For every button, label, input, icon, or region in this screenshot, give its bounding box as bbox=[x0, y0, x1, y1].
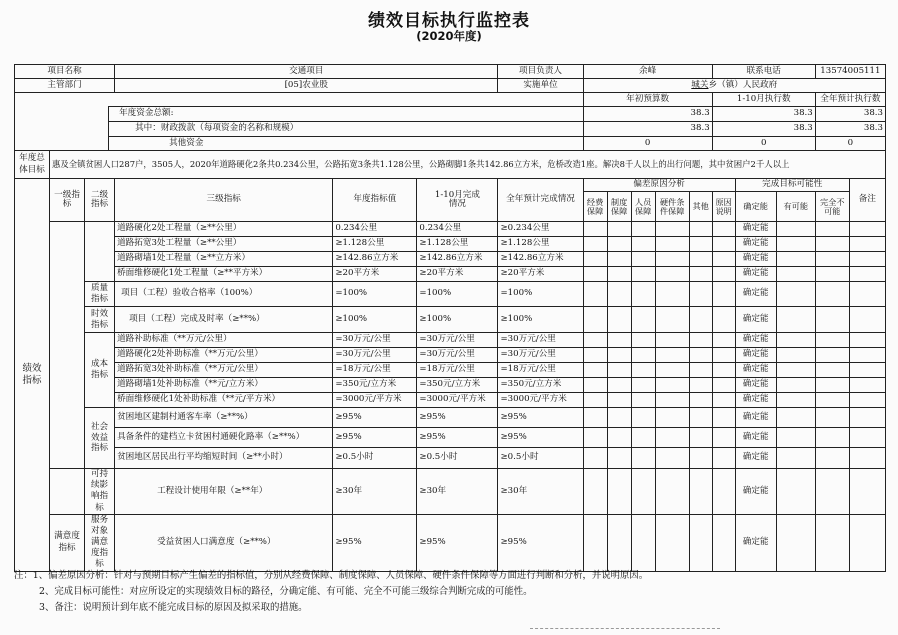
funds-total-row bbox=[15, 107, 886, 122]
level2-social: 社会效益指标 bbox=[85, 408, 115, 469]
project-name-label: 项目名称 bbox=[15, 65, 115, 79]
indicator-forecast: =30万元/公里 bbox=[498, 333, 583, 348]
indicator-possibility: 确定能 bbox=[735, 469, 776, 515]
unit-suffix: 乡（镇）人民政府 bbox=[708, 79, 778, 90]
level1-satisfaction: 满意度指标 bbox=[50, 514, 85, 571]
header-dev-reason: 原因说明 bbox=[712, 192, 735, 222]
indicator-forecast: =3000元/平方米 bbox=[498, 393, 583, 408]
header-dev-hardware: 硬件条件保障 bbox=[655, 192, 689, 222]
header-dev-other: 其他 bbox=[689, 192, 712, 222]
indicator-oct: =30万元/公里 bbox=[417, 333, 498, 348]
funds-fiscal-label: 其中：财政拨款（每项资金的名称和规模） bbox=[109, 122, 584, 137]
indicator-possibility: 确定能 bbox=[735, 307, 776, 333]
funds-col-budget: 年初预算数 bbox=[583, 93, 712, 107]
indicator-forecast: =30万元/公里 bbox=[498, 348, 583, 363]
indicator-name: 道路补助标准（**万元/公里） bbox=[115, 333, 333, 348]
indicator-annual: =100% bbox=[333, 282, 417, 307]
indicator-annual: ≥30年 bbox=[333, 469, 417, 515]
indicator-annual: ≥20平方米 bbox=[333, 267, 417, 282]
indicator-name: 道路硬化2处工程量（≥**公里） bbox=[115, 222, 333, 237]
indicator-annual: ≥95% bbox=[333, 514, 417, 571]
funds-total-exec: 38.3 bbox=[712, 107, 815, 122]
funds-other-budget: 0 bbox=[583, 137, 712, 151]
indicator-name: 贫困地区建制村通客车率（≥**%） bbox=[115, 408, 333, 428]
indicator-possibility: 确定能 bbox=[735, 378, 776, 393]
scan-artifact bbox=[530, 628, 720, 631]
funds-fiscal-row bbox=[15, 122, 886, 137]
header-possibility: 完成目标可能性 bbox=[735, 179, 849, 192]
indicator-annual: ≥1.128公里 bbox=[333, 237, 417, 252]
indicator-name: 道路硬化2处补助标准（**万元/公里） bbox=[115, 348, 333, 363]
indicator-forecast: =100% bbox=[498, 282, 583, 307]
phone-value: 13574005111 bbox=[815, 65, 885, 79]
owner-value: 余峰 bbox=[583, 65, 712, 79]
header-dev-system: 制度保障 bbox=[607, 192, 631, 222]
indicator-forecast: ≥0.5小时 bbox=[498, 448, 583, 469]
header-remark: 备注 bbox=[849, 179, 885, 222]
page-subtitle: (2020年度) bbox=[416, 29, 482, 43]
indicator-possibility: 确定能 bbox=[735, 514, 776, 571]
indicator-annual: ≥95% bbox=[333, 408, 417, 428]
indicator-forecast: ≥100% bbox=[498, 307, 583, 333]
header-poss-possible: 有可能 bbox=[776, 192, 815, 222]
indicator-forecast: ≥30年 bbox=[498, 469, 583, 515]
funds-header-row bbox=[15, 93, 886, 107]
indicator-row bbox=[15, 333, 886, 348]
indicator-row bbox=[15, 408, 886, 428]
indicator-possibility: 确定能 bbox=[735, 408, 776, 428]
indicator-forecast: =18万元/公里 bbox=[498, 363, 583, 378]
level2-service-satisfaction: 服务对象满意度指标 bbox=[85, 514, 115, 571]
indicator-annual: ≥95% bbox=[333, 428, 417, 448]
indicator-forecast: ≥0.234公里 bbox=[498, 222, 583, 237]
indicator-row bbox=[15, 469, 886, 515]
indicator-row bbox=[15, 428, 886, 448]
indicator-forecast: ≥20平方米 bbox=[498, 267, 583, 282]
header-poss-impossible: 完全不可能 bbox=[815, 192, 849, 222]
level2-sustainability: 可持续影响指标 bbox=[85, 469, 115, 515]
page-title: 绩效目标执行监控表 bbox=[368, 11, 530, 31]
unit-value bbox=[583, 79, 885, 93]
indicator-possibility: 确定能 bbox=[735, 222, 776, 237]
indicator-oct: ≥0.5小时 bbox=[417, 448, 498, 469]
indicator-oct: 0.234公里 bbox=[417, 222, 498, 237]
indicator-oct: ≥95% bbox=[417, 514, 498, 571]
funds-other-forecast: 0 bbox=[815, 137, 885, 151]
indicator-oct: =18万元/公里 bbox=[417, 363, 498, 378]
indicator-forecast: ≥142.86立方米 bbox=[498, 252, 583, 267]
level2-timeliness: 时效指标 bbox=[85, 307, 115, 333]
owner-label: 项目负责人 bbox=[498, 65, 583, 79]
indicator-row bbox=[15, 448, 886, 469]
footnote-2: 2、完成目标可能性：对应所设定的实现绩效目标的路径，分确定能、有可能、完全不可能三级综合判断完成的可能性。 bbox=[39, 586, 533, 597]
overall-target-text: 惠及全镇贫困人口287户，3505人，2020年道路硬化2条共0.234公里，公路拓宽3条共1.128公里，公路砌脚1条共142.86立方米，危桥改造1座。解决8千人以上的出行问题，其中贫困户2千人以上 bbox=[50, 151, 886, 179]
overall-target-row bbox=[15, 151, 886, 179]
header-poss-certain: 确定能 bbox=[735, 192, 776, 222]
indicator-oct: ≥95% bbox=[417, 428, 498, 448]
indicator-name: 贫困地区居民出行平均缩短时间（≥**小时） bbox=[115, 448, 333, 469]
indicator-annual: =30万元/公里 bbox=[333, 333, 417, 348]
footnote-1: 注：1、偏差原因分析：针对与预期目标产生偏差的指标值，分别从经费保障、制度保障、人员保障、硬件条件保障等方面进行判断和分析，并说明原因。 bbox=[14, 570, 649, 581]
dept-label: 主管部门 bbox=[15, 79, 115, 93]
indicator-name: 受益贫困人口满意度（≥**%） bbox=[115, 514, 333, 571]
funds-other-exec: 0 bbox=[712, 137, 815, 151]
indicator-row bbox=[15, 514, 886, 571]
indicator-row bbox=[15, 307, 886, 333]
funds-fiscal-exec: 38.3 bbox=[712, 122, 815, 137]
indicator-name: 桥面维修硬化1处工程量（≥**平方米） bbox=[115, 267, 333, 282]
project-name-row bbox=[15, 65, 886, 79]
indicator-oct: =100% bbox=[417, 282, 498, 307]
footnotes bbox=[14, 568, 886, 616]
indicator-row bbox=[15, 252, 886, 267]
indicator-annual: =18万元/公里 bbox=[333, 363, 417, 378]
level2-cost: 成本指标 bbox=[85, 333, 115, 408]
indicator-annual: ≥142.86立方米 bbox=[333, 252, 417, 267]
indicator-header-row-1 bbox=[15, 179, 886, 192]
indicator-row bbox=[15, 267, 886, 282]
funds-fiscal-forecast: 38.3 bbox=[815, 122, 885, 137]
indicator-forecast: ≥95% bbox=[498, 514, 583, 571]
indicator-name: 项目（工程）验收合格率（100%） bbox=[115, 282, 333, 307]
indicator-possibility: 确定能 bbox=[735, 363, 776, 378]
level2-quality: 质量指标 bbox=[85, 282, 115, 307]
indicator-possibility: 确定能 bbox=[735, 267, 776, 282]
indicator-annual: =3000元/平方米 bbox=[333, 393, 417, 408]
indicator-name: 桥面维修硬化1处补助标准（**元/平方米） bbox=[115, 393, 333, 408]
indicator-possibility: 确定能 bbox=[735, 448, 776, 469]
indicator-oct: ≥95% bbox=[417, 408, 498, 428]
dept-value: [05]农业股 bbox=[115, 79, 498, 93]
indicator-row bbox=[15, 393, 886, 408]
header-dev-funding: 经费保障 bbox=[583, 192, 607, 222]
indicator-oct: =350元/立方米 bbox=[417, 378, 498, 393]
indicator-possibility: 确定能 bbox=[735, 282, 776, 307]
indicator-annual: ≥100% bbox=[333, 307, 417, 333]
header-annual: 年度指标值 bbox=[333, 179, 417, 222]
indicator-possibility: 确定能 bbox=[735, 333, 776, 348]
indicator-possibility: 确定能 bbox=[735, 237, 776, 252]
indicator-oct: =3000元/平方米 bbox=[417, 393, 498, 408]
header-oct: 1-10月完成情况 bbox=[417, 179, 498, 222]
indicator-possibility: 确定能 bbox=[735, 393, 776, 408]
header-dev-staff: 人员保障 bbox=[631, 192, 655, 222]
indicator-forecast: ≥1.128公里 bbox=[498, 237, 583, 252]
project-name-value: 交通项目 bbox=[115, 65, 498, 79]
header-deviation: 偏差原因分析 bbox=[583, 179, 735, 192]
indicator-row bbox=[15, 348, 886, 363]
phone-label: 联系电话 bbox=[712, 65, 815, 79]
overall-target-label: 年度总体目标 bbox=[15, 151, 50, 179]
header-level3: 三级指标 bbox=[115, 179, 333, 222]
header-level2: 二级指标 bbox=[85, 179, 115, 222]
indicator-row bbox=[15, 222, 886, 237]
indicator-row bbox=[15, 363, 886, 378]
header-level1: 一级指标 bbox=[50, 179, 85, 222]
indicator-forecast: =350元/立方米 bbox=[498, 378, 583, 393]
indicator-oct: ≥100% bbox=[417, 307, 498, 333]
indicator-oct: ≥1.128公里 bbox=[417, 237, 498, 252]
indicator-oct: ≥30年 bbox=[417, 469, 498, 515]
funds-other-label: 其他资金 bbox=[109, 137, 584, 151]
indicator-annual: 0.234公里 bbox=[333, 222, 417, 237]
indicator-forecast: ≥95% bbox=[498, 408, 583, 428]
perf-indicators-label: 绩效指标 bbox=[15, 179, 50, 572]
indicator-row bbox=[15, 378, 886, 393]
indicator-annual: =350元/立方米 bbox=[333, 378, 417, 393]
footnote-3: 3、备注：说明预计到年底不能完成目标的原因及拟采取的措施。 bbox=[39, 602, 308, 613]
funds-total-budget: 38.3 bbox=[583, 107, 712, 122]
funds-col-exec: 1-10月执行数 bbox=[712, 93, 815, 107]
indicator-oct: =30万元/公里 bbox=[417, 348, 498, 363]
header-forecast: 全年预计完成情况 bbox=[498, 179, 583, 222]
indicator-possibility: 确定能 bbox=[735, 348, 776, 363]
unit-town: 城关 bbox=[691, 79, 709, 90]
indicator-name: 项目（工程）完成及时率（≥**%） bbox=[115, 307, 333, 333]
funds-fiscal-budget: 38.3 bbox=[583, 122, 712, 137]
indicator-annual: ≥0.5小时 bbox=[333, 448, 417, 469]
indicator-possibility: 确定能 bbox=[735, 428, 776, 448]
indicator-name: 工程设计使用年限（≥**年） bbox=[115, 469, 333, 515]
indicator-name: 道路拓宽3处工程量（≥**公里） bbox=[115, 237, 333, 252]
indicator-possibility: 确定能 bbox=[735, 252, 776, 267]
indicator-name: 道路砌墙1处补助标准（**元/立方米） bbox=[115, 378, 333, 393]
indicator-annual: =30万元/公里 bbox=[333, 348, 417, 363]
indicator-forecast: ≥95% bbox=[498, 428, 583, 448]
indicator-name: 道路拓宽3处补助标准（**万元/公里） bbox=[115, 363, 333, 378]
indicator-name: 具备条件的建档立卡贫困村通硬化路率（≥**%） bbox=[115, 428, 333, 448]
funds-total-label: 年度资金总额: bbox=[109, 107, 584, 122]
unit-label: 实施单位 bbox=[498, 79, 583, 93]
indicator-row bbox=[15, 282, 886, 307]
indicator-oct: ≥142.86立方米 bbox=[417, 252, 498, 267]
indicator-name: 道路砌墙1处工程量（≥**立方米） bbox=[115, 252, 333, 267]
funds-total-forecast: 38.3 bbox=[815, 107, 885, 122]
funds-col-forecast: 全年预计执行数 bbox=[815, 93, 885, 107]
dept-row bbox=[15, 79, 886, 93]
performance-table bbox=[14, 64, 886, 572]
indicator-oct: ≥20平方米 bbox=[417, 267, 498, 282]
funds-other-row bbox=[15, 137, 886, 151]
indicator-row bbox=[15, 237, 886, 252]
